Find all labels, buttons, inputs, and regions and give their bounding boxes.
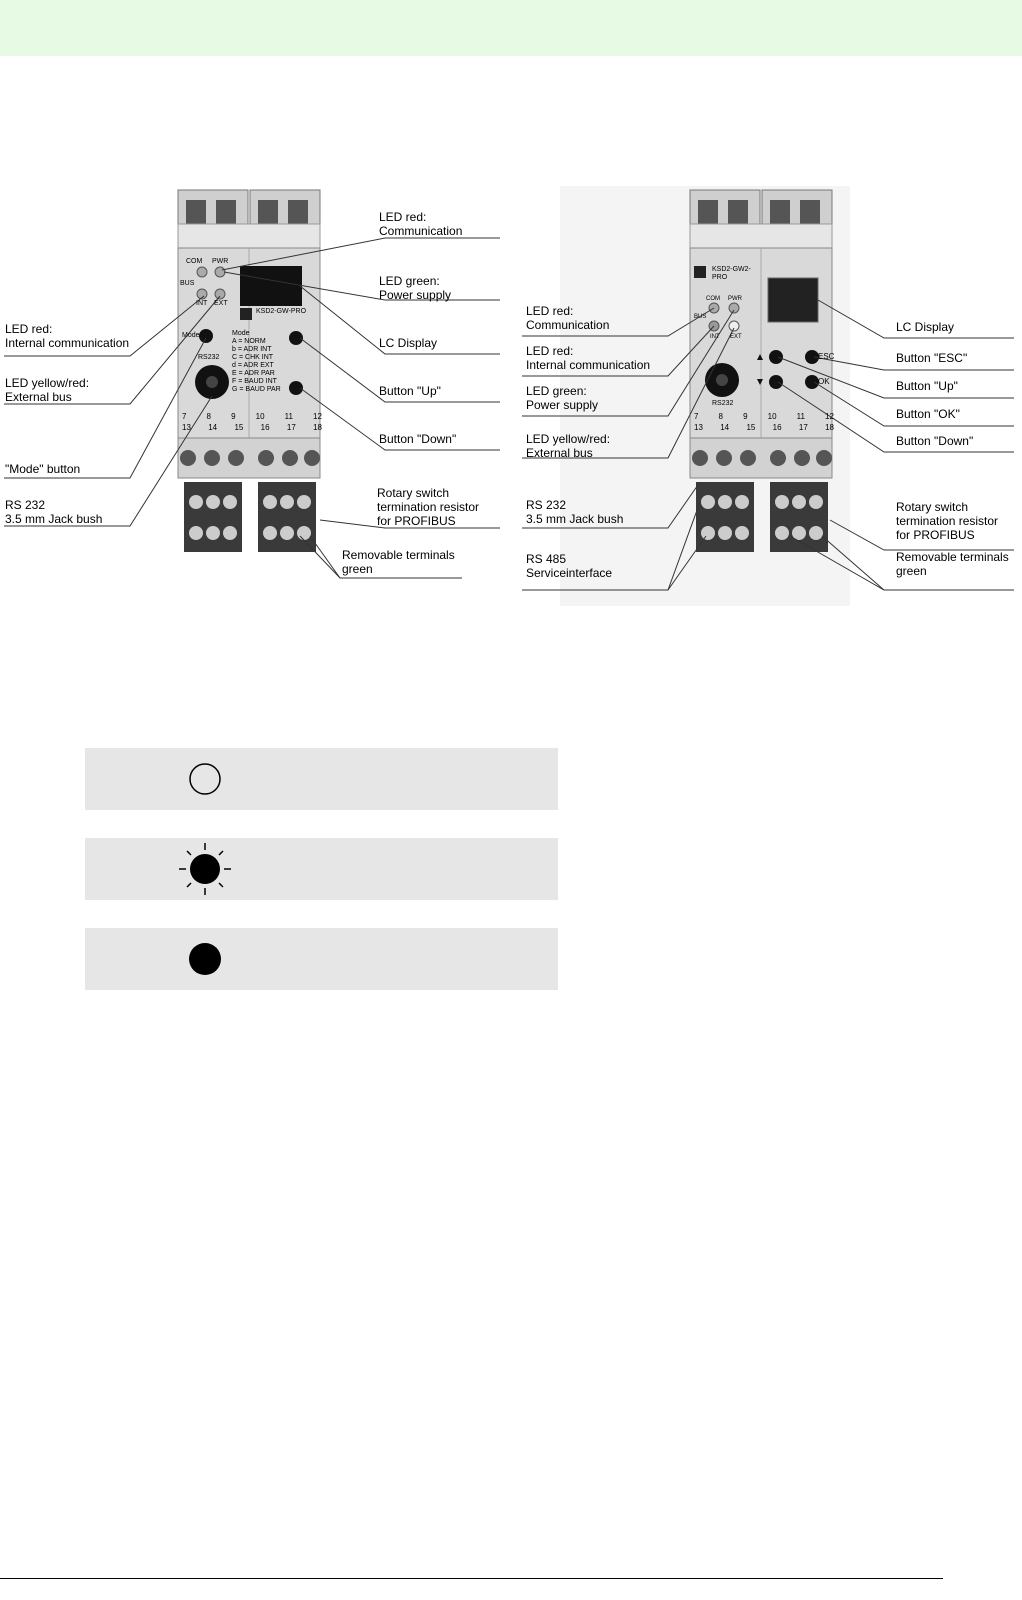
- callout-button-up: Button "Up": [379, 384, 441, 398]
- mode-item: C = CHK INT: [232, 354, 274, 361]
- terminal-numbers-bottom: [694, 423, 834, 432]
- callout-button-ok: Button "OK": [896, 407, 960, 421]
- led-label-pwr: PWR: [212, 258, 229, 265]
- callout-mode-button: "Mode" button: [5, 462, 81, 476]
- terminal-number: 10: [767, 412, 777, 421]
- terminal-number: 9: [743, 412, 748, 421]
- terminal-number: 15: [746, 423, 756, 432]
- terminal-number: 8: [718, 412, 723, 421]
- led-label-pwr: PWR: [728, 296, 742, 302]
- model-label: KSD2-GW-PRO: [256, 308, 307, 315]
- mode-item: G = BAUD PAR: [232, 386, 281, 393]
- ok-label: OK: [818, 377, 830, 386]
- terminal-number: 15: [234, 423, 244, 432]
- led-label-com: COM: [706, 296, 720, 302]
- callout-led-green-power: LED green: Power supply: [379, 274, 452, 302]
- callout-removable-terminals: Removable terminals green: [896, 550, 1009, 578]
- legend-row-led-on: [85, 928, 558, 990]
- terminal-number: 16: [260, 423, 270, 432]
- terminal-number: 9: [231, 412, 236, 421]
- terminal-number: 12: [313, 412, 322, 421]
- mode-item: E = ADR PAR: [232, 370, 275, 377]
- terminal-number: 14: [720, 423, 730, 432]
- led-label-int: INT: [196, 300, 208, 307]
- callout-lc-display: LC Display: [896, 320, 955, 334]
- callout-rs232-jack: RS 232 3.5 mm Jack bush: [526, 498, 624, 526]
- led-flashing-icon: [177, 841, 233, 897]
- terminal-numbers-top: [694, 412, 834, 421]
- terminal-number: 11: [796, 412, 805, 421]
- legend-row-led-flashing: [85, 838, 558, 900]
- mode-label: Mode: [182, 332, 200, 339]
- callout-button-down: Button "Down": [896, 434, 974, 448]
- model-label: KSD2-GW2- PRO: [712, 266, 751, 281]
- led-label-com: COM: [186, 258, 203, 265]
- callout-rotary-switch: Rotary switch termination resistor for PROFIBUS: [377, 486, 480, 528]
- ok-button: [805, 375, 819, 389]
- callout-led-yellow-external: LED yellow/red: External bus: [5, 376, 90, 404]
- led-label-ext: EXT: [214, 300, 228, 307]
- mode-item: A = NORM: [232, 338, 266, 345]
- led-label-ext: EXT: [730, 334, 742, 340]
- callout-led-red-comm: LED red: Communication: [379, 210, 463, 238]
- terminal-number: 17: [286, 423, 296, 432]
- terminal-number: 18: [313, 423, 322, 432]
- mode-item: F = BAUD INT: [232, 378, 277, 385]
- mode-item: d = ADR EXT: [232, 362, 274, 369]
- terminal-number: 18: [825, 423, 834, 432]
- callout-led-red-internal: LED red: Internal communication: [5, 322, 130, 350]
- terminal-number: 14: [208, 423, 218, 432]
- callout-button-up: Button "Up": [896, 379, 958, 393]
- esc-label: ESC: [818, 352, 835, 361]
- callout-rs232-jack: RS 232 3.5 mm Jack bush: [5, 498, 103, 526]
- terminal-number: 16: [772, 423, 782, 432]
- down-button: [769, 375, 783, 389]
- callout-lc-display: LC Display: [379, 336, 438, 350]
- rs232-label: RS232: [712, 400, 734, 407]
- terminal-number: 8: [206, 412, 211, 421]
- legend-row-led-off: [85, 748, 558, 810]
- footer-rule: [0, 1578, 943, 1579]
- callout-button-esc: Button "ESC": [896, 351, 968, 365]
- callout-led-yellow-external: LED yellow/red: External bus: [526, 432, 611, 460]
- terminal-number: 7: [182, 412, 187, 421]
- callout-removable-terminals: Removable terminals green: [342, 548, 455, 576]
- header-band: [0, 0, 1022, 56]
- terminal-number: 17: [798, 423, 808, 432]
- terminal-number: 7: [694, 412, 699, 421]
- led-off-icon: [185, 759, 225, 799]
- mode-heading: Mode: [232, 330, 250, 337]
- terminal-number: 13: [694, 423, 703, 432]
- led-ext: [729, 321, 739, 331]
- callout-led-red-comm: LED red: Communication: [526, 304, 610, 332]
- rs232-label: RS232: [198, 354, 220, 361]
- mode-item: b = ADR INT: [232, 346, 272, 353]
- callout-led-green-power: LED green: Power supply: [526, 384, 599, 412]
- callout-rs485: RS 485 Serviceinterface: [526, 552, 613, 580]
- callout-rotary-switch: Rotary switch termination resistor for PROFIBUS: [896, 500, 999, 542]
- right-device-figure: [0, 186, 1022, 606]
- esc-button: [805, 350, 819, 364]
- right-device-drawing: [0, 186, 1022, 606]
- lc-display: [768, 278, 818, 322]
- led-label-bus: BUS: [180, 280, 195, 287]
- callout-button-down: Button "Down": [379, 432, 457, 446]
- terminal-number: 10: [255, 412, 265, 421]
- terminal-number: 12: [825, 412, 834, 421]
- terminal-number: 11: [284, 412, 293, 421]
- led-pwr: [729, 303, 739, 313]
- led-label-int: INT: [710, 334, 720, 340]
- up-button: [769, 350, 783, 364]
- led-on-icon: [185, 939, 225, 979]
- callout-led-red-internal: LED red: Internal communication: [526, 344, 651, 372]
- terminal-number: 13: [182, 423, 191, 432]
- led-label-bus: BUS: [694, 314, 707, 320]
